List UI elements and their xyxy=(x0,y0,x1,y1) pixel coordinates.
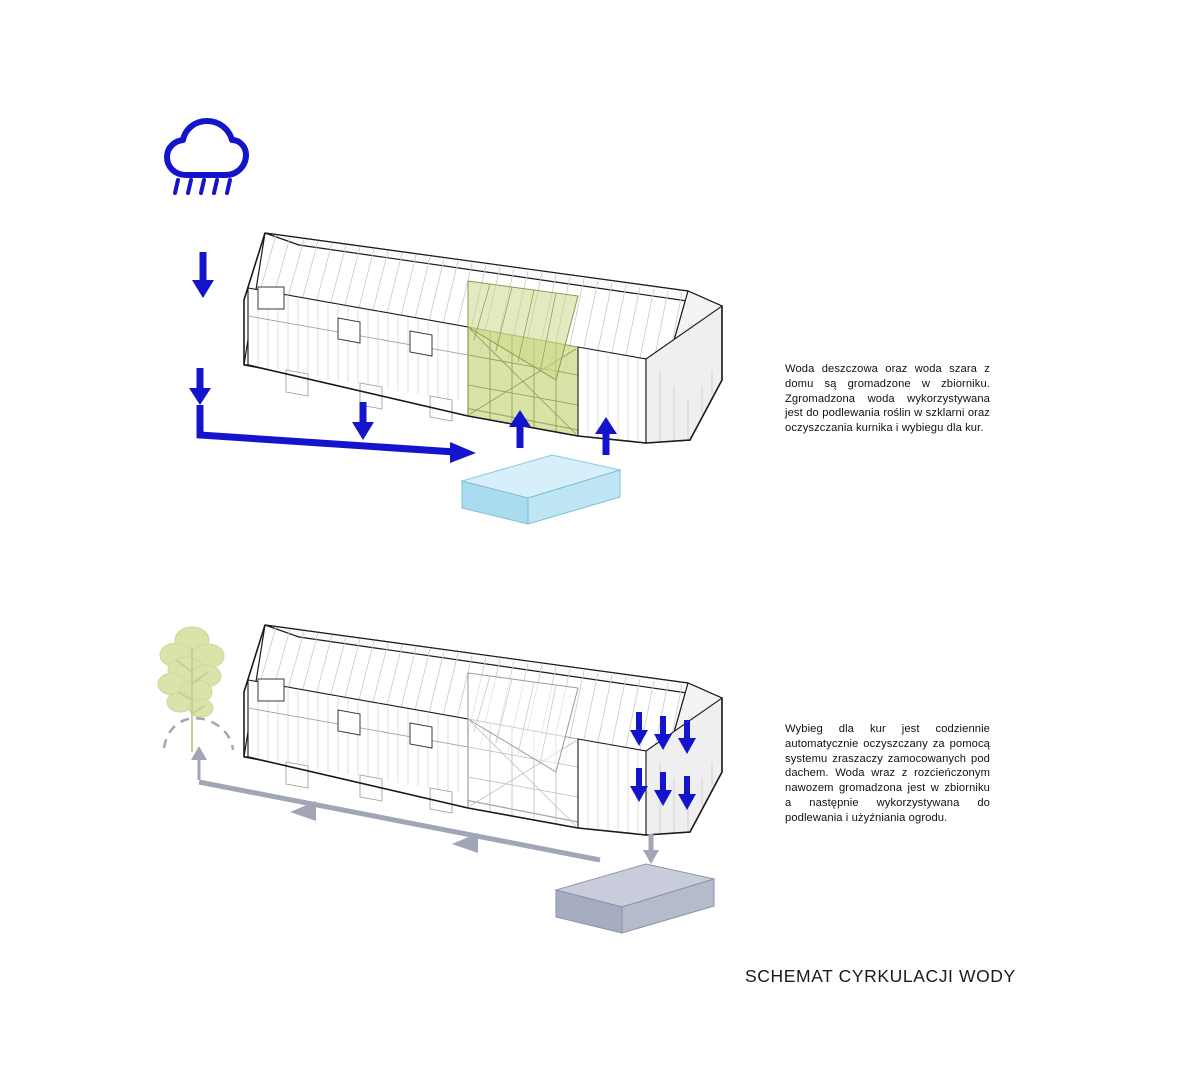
rain-down-arrow-3 xyxy=(352,402,374,440)
garden-plant-icon xyxy=(158,627,224,752)
caption-top-scene: Woda deszczowa oraz woda szara z domu są gromadzone w zbiorniku. Zgromadzona woda wykorzystywana jest do podlewania roślin w szklarni oraz oczyszczania kurnika i wybiegu dla kur. xyxy=(785,363,990,435)
diagram-title: SCHEMAT CYRKULACJI WODY xyxy=(745,966,1016,986)
tank-inflow-arrow xyxy=(643,834,659,864)
barn-greenhouse-building-top xyxy=(244,233,722,443)
rain-down-arrow-1 xyxy=(192,252,214,298)
water-tank-clean xyxy=(462,455,620,524)
spray-dashed-arc xyxy=(164,718,233,780)
rain-down-arrow-2 xyxy=(189,368,211,405)
rain-cloud-icon xyxy=(167,121,246,193)
water-tank-fertilised xyxy=(556,864,714,933)
caption-bottom-scene: Wybieg dla kur jest codziennie automatycznie oczyszczany za pomocą systemu zraszaczy zamocowanych pod dachem. Woda wraz z rozcieńczonym nawozem gromadzona jest w zbiorniku a następnie wykorzystywana do podlewania i użyźniania ogrodu. xyxy=(785,723,990,824)
